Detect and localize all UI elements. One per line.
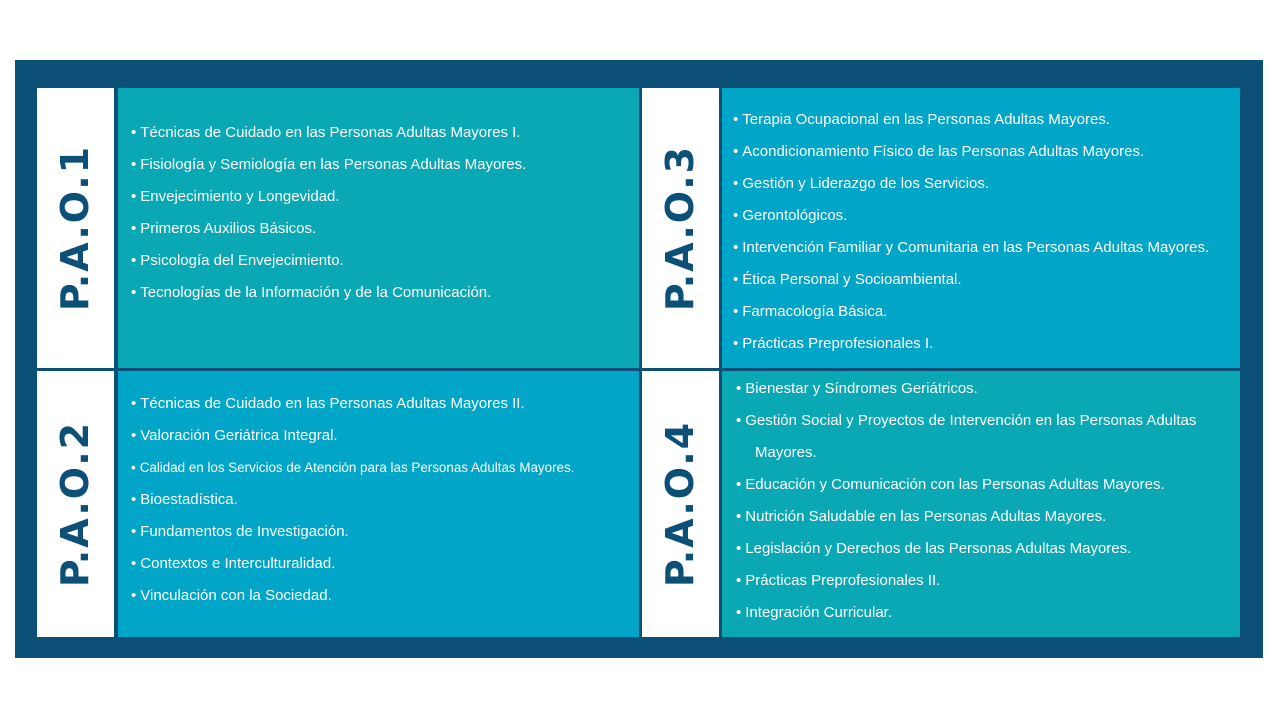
subject-item (131, 117, 639, 149)
bullet-icon: • (131, 427, 137, 444)
subject-text: Terapia Ocupacional en las Personas Adultas Mayores. (742, 111, 1110, 128)
subject-item (733, 328, 1240, 360)
subject-text: Intervención Familiar y Comunitaria en las Personas Adultas Mayores. (742, 239, 1210, 256)
bullet-icon: • (733, 271, 739, 288)
bullet-icon: • (131, 523, 137, 540)
subject-item (736, 373, 1240, 405)
subject-text: Tecnologías de la Información y de la Comunicación. (140, 284, 492, 301)
subject-item (733, 104, 1240, 136)
subject-item (131, 516, 639, 548)
subject-item (131, 213, 639, 245)
subject-text: Bioestadística. (140, 491, 238, 508)
subject-text: Mayores. (755, 444, 817, 461)
subject-text: Gerontológicos. (742, 207, 848, 224)
bullet-icon: • (131, 587, 137, 604)
subject-text: Fisiología y Semiología en las Personas Adultas Mayores. (140, 156, 527, 173)
bullet-icon: • (131, 188, 137, 205)
pao4-subject-list (736, 373, 1240, 629)
bullet-icon: • (131, 395, 137, 412)
subject-item (736, 501, 1240, 533)
subject-item (131, 580, 639, 612)
pao1-content (118, 88, 639, 368)
subject-item (736, 405, 1240, 437)
subject-item (733, 136, 1240, 168)
subject-item (733, 168, 1240, 200)
subject-item (131, 420, 639, 452)
pao3-subject-list (733, 104, 1240, 360)
subject-text: Gestión y Liderazgo de los Servicios. (742, 175, 990, 192)
bullet-icon: • (733, 175, 739, 192)
subject-text: Ética Personal y Socioambiental. (742, 271, 962, 288)
bullet-icon: • (736, 412, 742, 429)
bullet-icon: • (131, 156, 137, 173)
bullet-icon: • (733, 207, 739, 224)
subject-text: Nutrición Saludable en las Personas Adultas Mayores. (745, 508, 1107, 525)
subject-text: Prácticas Preprofesionales I. (742, 335, 934, 352)
bullet-icon: • (131, 284, 137, 301)
subject-text: Vinculación con la Sociedad. (140, 587, 332, 604)
subject-item (131, 388, 639, 420)
subject-text: Psicología del Envejecimiento. (140, 252, 344, 269)
subject-text: Gestión Social y Proyectos de Intervención en las Personas Adultas (745, 412, 1197, 429)
bullet-icon: • (736, 540, 742, 557)
subject-item (131, 245, 639, 277)
subject-item (736, 533, 1240, 565)
subject-item (131, 452, 639, 484)
subject-text: Acondicionamiento Físico de las Personas Adultas Mayores. (742, 143, 1145, 160)
pao3-label: P.A.O.3 (658, 144, 703, 312)
subject-text: Primeros Auxilios Básicos. (140, 220, 317, 237)
subject-item (131, 548, 639, 580)
subject-text: Legislación y Derechos de las Personas Adultas Mayores. (745, 540, 1132, 557)
subject-text: Prácticas Preprofesionales II. (745, 572, 941, 589)
pao2-content (118, 371, 639, 637)
bullet-icon: • (736, 604, 742, 621)
bullet-icon: • (131, 124, 137, 141)
pao2-label-box (37, 371, 114, 637)
subject-text: Valoración Geriátrica Integral. (140, 427, 338, 444)
subject-item (736, 469, 1240, 501)
subject-item (733, 296, 1240, 328)
bullet-icon: • (736, 572, 742, 589)
bullet-icon: • (131, 555, 137, 572)
bullet-icon: • (733, 111, 739, 128)
subject-text: Técnicas de Cuidado en las Personas Adultas Mayores I. (140, 124, 521, 141)
bullet-icon: • (736, 380, 742, 397)
bullet-icon: • (131, 220, 137, 237)
subject-item (131, 181, 639, 213)
subject-item (733, 232, 1240, 264)
subject-text: Contextos e Interculturalidad. (140, 555, 336, 572)
pao2-label: P.A.O.2 (53, 420, 98, 588)
bullet-icon: • (733, 239, 739, 256)
bullet-icon: • (131, 252, 137, 269)
subject-text: Educación y Comunicación con las Personas Adultas Mayores. (745, 476, 1165, 493)
subject-text: Calidad en los Servicios de Atención para las Personas Adultas Mayores. (139, 460, 575, 475)
bullet-icon: • (733, 335, 739, 352)
subject-text: Farmacología Básica. (742, 303, 888, 320)
pao1-label-box (37, 88, 114, 368)
subject-text: Fundamentos de Investigación. (140, 523, 349, 540)
subject-text: Envejecimiento y Longevidad. (140, 188, 340, 205)
bullet-icon: • (733, 303, 739, 320)
subject-item (733, 264, 1240, 296)
subject-item (736, 565, 1240, 597)
subject-item (733, 200, 1240, 232)
bullet-icon: • (733, 143, 739, 160)
subject-text: Integración Curricular. (745, 604, 892, 621)
subject-item (736, 597, 1240, 629)
pao1-label: P.A.O.1 (53, 144, 98, 312)
pao2-subject-list (131, 388, 639, 612)
bullet-icon: • (736, 508, 742, 525)
pao4-content (722, 371, 1240, 637)
pao3-content (722, 88, 1240, 368)
subject-item (131, 484, 639, 516)
subject-item (131, 277, 639, 309)
subject-text: Técnicas de Cuidado en las Personas Adultas Mayores II. (140, 395, 525, 412)
subject-item-continuation (736, 437, 1240, 469)
pao3-label-box (642, 88, 719, 368)
bullet-icon: • (131, 491, 137, 508)
bullet-icon: • (736, 476, 742, 493)
pao1-subject-list (131, 117, 639, 309)
subject-item (131, 149, 639, 181)
bullet-icon: • (131, 460, 136, 475)
pao4-label: P.A.O.4 (658, 420, 703, 588)
pao4-label-box (642, 371, 719, 637)
subject-text: Bienestar y Síndromes Geriátricos. (745, 380, 978, 397)
